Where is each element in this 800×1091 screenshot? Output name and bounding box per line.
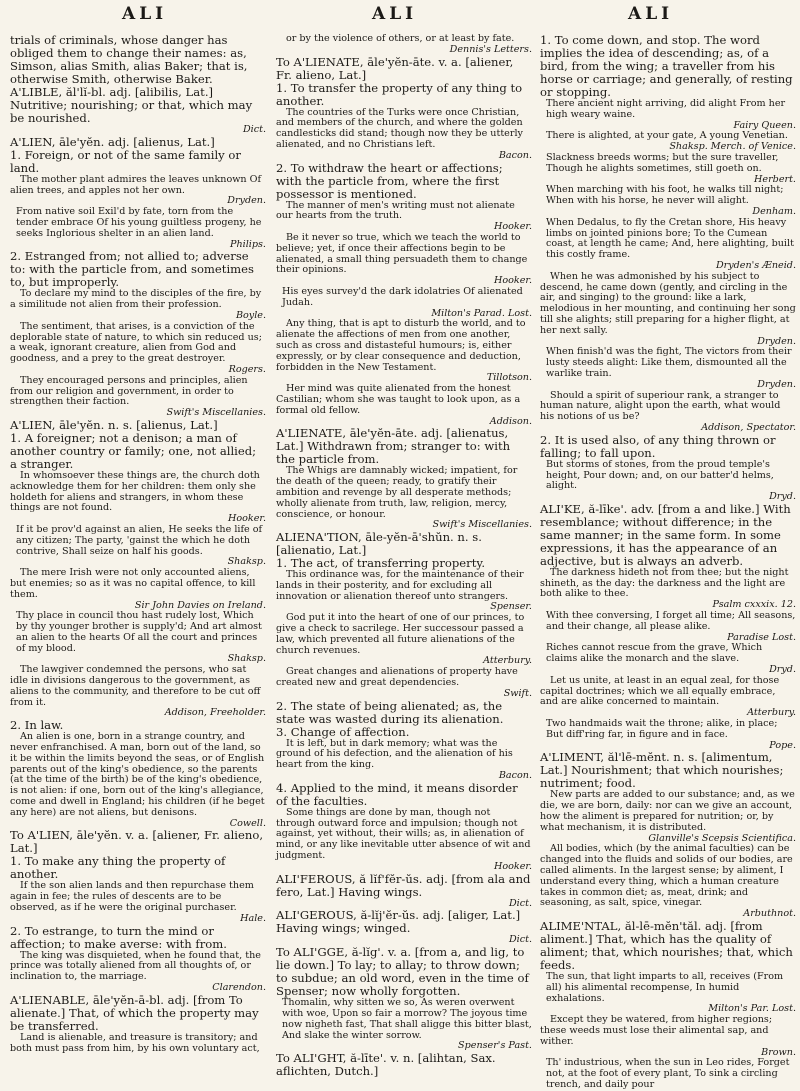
definition: ALIME'NTAL, ăl-lē-mĕn'tăl. adj. [from aliment.] That, which has the quality of aliment; that, which nourishes; that, which feeds. bbox=[540, 919, 793, 972]
verse-quotation: Two handmaids wait the throne; alike, in place; But diff'ring far, in figure and in face. bbox=[546, 718, 778, 740]
definition: 3. Change of affection. bbox=[276, 724, 410, 739]
citation: Dict. bbox=[508, 897, 532, 909]
quotation: Any thing, that is apt to disturb the world, and to alienate the affections of men from one another, such as cross and distasteful humours; is, either expressly, or by clear consequence and deduction, forbidden in the New Testament. bbox=[276, 318, 526, 373]
citation: Herbert. bbox=[754, 173, 796, 185]
quotation: Let us unite, at least in an equal zeal, for those capital doctrines; which we all equally embrace, and are alike concerned to maintain. bbox=[540, 674, 780, 708]
citation: Rogers. bbox=[228, 363, 266, 375]
citation: Swift's Miscellanies. bbox=[432, 519, 532, 531]
citation: Hooker. bbox=[494, 221, 532, 233]
verse-quotation: There ancient night arriving, did alight From her high weary waine. bbox=[546, 98, 786, 120]
definition: 1. A foreigner; not a denison; a man of another country or family; one, not allied; a stranger. bbox=[10, 430, 257, 471]
citation: Fairy Queen. bbox=[733, 119, 796, 131]
verse-quotation: When finish'd was the fight, The victors from their lusty steeds alight: Like them, dismounted all the warlike train. bbox=[546, 346, 792, 379]
quotation: The lawgiver condemned the persons, who sat idle in divisions dangerous to the government, as aliens to the community, and therefore to be cut off from it. bbox=[10, 664, 261, 708]
definition: ALI'KE, ă-līke'. adv. [from a and like.] With resemblance; without difference; in the same manner; in the same form. In some expressions, it has the appearance of an adjective, but is always an adverb. bbox=[540, 501, 791, 568]
quotation: The darkness hideth not from thee; but the night shineth, as the day: the darkness and the light are both alike to thee. bbox=[540, 566, 789, 600]
quotation: When he was admonished by his subject to descend, he came down (gently, and circling in the air, and singing) to the ground: like a lark, melodious in her mounting, and continuing her song till she alights; still preparing for a higher flight, at her next sally. bbox=[540, 270, 796, 336]
definition: 4. Applied to the mind, it means disorder of the faculties. bbox=[276, 780, 518, 808]
verse-quotation: Thy place in council thou hast rudely lost, Which by thy younger brother is supply'd; And art almost an alien to the hearts Of all the court and princes of my blood. bbox=[16, 610, 262, 654]
verse-quotation: If it be prov'd against an alien, He seeks the life of any citizen; The party, 'gainst the which he doth contrive, Shall seize on half his goods. bbox=[16, 523, 263, 557]
definition: A'LIEN, āle'yĕn. adj. [alienus, Lat.] bbox=[10, 134, 215, 149]
quotation: An alien is one, born in a strange country, and never enfranchised. A man, born out of the land, so it be within the limits beyond the seas, or of English parents out of the king's obedience, so the parents (at the time of the birth) be of the king's obedience, is not alien: if one, born out of the king's allegiance, come and dwell in England; his children (if he beget any here) are not aliens, but denisons. bbox=[10, 731, 265, 818]
citation: Dryd. bbox=[769, 664, 796, 676]
citation: Tillotson. bbox=[486, 372, 532, 384]
quotation: God put it into the heart of one of our princes, to give a check to sacrilege. Her successour passed a law, which prevented all future alienations of the church revenues. bbox=[276, 612, 525, 656]
citation: Shaksp. bbox=[227, 653, 266, 665]
header-left: ALI bbox=[122, 4, 168, 24]
citation: Addison. bbox=[489, 415, 532, 427]
citation: Dict. bbox=[508, 934, 532, 946]
citation: Dryden. bbox=[227, 195, 266, 207]
quotation: The countries of the Turks were once Christian, and members of the church, and where the golden candlesticks did stand; though now they be utterly alienated, and no Christians left. bbox=[276, 106, 523, 150]
citation: Addison, Spectator. bbox=[701, 421, 796, 433]
definition: 1. The act, of transferring property. bbox=[276, 556, 486, 571]
citation: Bacon. bbox=[498, 149, 532, 161]
quotation: The king was disquieted, when he found that, the prince was totally aliened from all thoughts of, or inclination to, the marriage. bbox=[10, 949, 261, 983]
page-header bbox=[0, 4, 800, 32]
citation: Spenser. bbox=[490, 601, 532, 613]
definition: A'LIENATE, āle'yĕn-āte. adj. [alienatus, Lat.] Withdrawn from; stranger to: with the particle from. bbox=[276, 426, 511, 467]
citation: Denham. bbox=[752, 205, 796, 217]
quotation: In whomsoever these things are, the church doth acknowledge them for her children: them only she holdeth for aliens and strangers, in whom these things are not found. bbox=[10, 469, 260, 514]
header-center: ALI bbox=[372, 4, 418, 24]
definition: 2. It is used also, of any thing thrown or falling; to fall upon. bbox=[540, 432, 776, 460]
quotation: Be it never so true, which we teach the world to believe; yet, if once their affections begin to be alienated, a small thing persuadeth them to change their opinions. bbox=[276, 231, 528, 276]
citation: Addison, Freeholder. bbox=[164, 707, 266, 719]
citation: Paradise Lost. bbox=[727, 631, 796, 643]
verse-quotation: When marching with his foot, he walks till night; When with his horse, he never will alight. bbox=[546, 184, 784, 207]
citation: Dict. bbox=[242, 124, 266, 135]
verse-quotation: Thomalin, why sitten we so, As weren overwent with woe, Upon so fair a morrow? The joyous time now nigheth fast, That shall aligge this bitter blast, And slake the winter sorrow. bbox=[282, 997, 532, 1041]
definition: 2. The state of being alienated; as, the state was wasted during its alienation. bbox=[276, 698, 504, 726]
citation: Milton's Parad. Lost. bbox=[431, 307, 532, 319]
citation: Psalm cxxxix. 12. bbox=[712, 599, 796, 611]
quotation: They encouraged persons and principles, alien from our religion and government, in order to strengthen their faction. bbox=[10, 374, 248, 408]
citation: Pope. bbox=[769, 739, 796, 751]
citation: Spenser's Past. bbox=[458, 1040, 532, 1052]
citation: Bacon. bbox=[498, 770, 532, 782]
citation: Milton's Par. Lost. bbox=[708, 1003, 796, 1015]
quotation: Her mind was quite alienated from the honest Castilian; whom she was taught to look upon, as a formal old fellow. bbox=[276, 383, 521, 416]
citation: Brown. bbox=[761, 1046, 796, 1058]
header-right: ALI bbox=[628, 4, 674, 24]
definition: A'LIMENT, ăl'lē-mĕnt. n. s. [alimentum, Lat.] Nourishment; that which nourishes; nutriment; food. bbox=[540, 750, 784, 791]
definition: A'LIBLE, ăl'lĭ-bl. adj. [alibilis, Lat.] Nutritive; nourishing; or that, which may be nourished. bbox=[10, 85, 253, 125]
verse-quotation: Th' industrious, when the sun in Leo rides, Forget not, at the foot of every plant, To sink a circling trench, and daily pour bbox=[546, 1057, 790, 1090]
quotation: It is left, but in dark memory; what was the ground of his defection, and the alienation of his heart from the king. bbox=[276, 737, 513, 771]
definition: To A'LIEN, āle'yĕn. v. a. [aliener, Fr. alieno, Lat.] bbox=[10, 828, 263, 856]
definition: 1. To make any thing the property of another. bbox=[10, 854, 226, 882]
definition: 2. In law. bbox=[10, 718, 64, 733]
citation: Hooker. bbox=[494, 275, 532, 287]
column-right bbox=[540, 33, 796, 1090]
definition: 1. To come down, and stop. The word implies the idea of descending; as, of a bird, from the wing; a traveller from his horse or carriage; and generally, of resting or stopping. bbox=[540, 33, 793, 99]
quotation: or by the violence of others, or at least by fate. bbox=[286, 33, 515, 44]
citation: Swift's Miscellanies. bbox=[166, 407, 266, 419]
verse-quotation: There is alighted, at your gate, A young Venetian. bbox=[546, 130, 788, 142]
citation: Hooker. bbox=[494, 860, 532, 872]
verse-quotation: When Dedalus, to fly the Cretan shore, His heavy limbs on jointed pinions bore; To the Cumean coast, at length he came; And, here alighting, built this costly frame. bbox=[546, 216, 794, 261]
citation: Shaksp. Merch. of Venice. bbox=[669, 141, 796, 153]
citation: Hale. bbox=[240, 912, 266, 924]
quotation: Great changes and alienations of property have created new and great dependencies. bbox=[276, 666, 518, 689]
quotation: The mother plant admires the leaves unknown Of alien trees, and apples not her own. bbox=[10, 173, 262, 196]
definition: ALI'FEROUS, ă lĭf'fĕr-ŭs. adj. [from ala and fero, Lat.] Having wings. bbox=[276, 871, 531, 899]
verse-quotation: With thee conversing, I forget all time; All seasons, and their change, all please alike. bbox=[546, 610, 796, 632]
citation: Dennis's Letters. bbox=[449, 43, 532, 55]
citation: Arbuthnot. bbox=[743, 908, 796, 920]
citation: Atterbury. bbox=[483, 655, 532, 667]
definition: 2. Estranged from; not allied to; adverse to: with the particle from, and sometimes to, but improperly. bbox=[10, 249, 254, 290]
quotation: All bodies, which (by the animal faculties) can be changed into the fluids and solids of our bodies, are called aliments. In the largest sense; by aliment, I understand every thing, which a human creature takes in common diet; as, meat, drink; and seasoning, as salt, spice, vinegar. bbox=[540, 843, 793, 909]
definition: ALIENA'TION, āle-yĕn-ā'shŭn. n. s. [alienatio, Lat.] bbox=[276, 530, 482, 558]
verse-quotation: His eyes survey'd the dark idolatries Of alienated Judah. bbox=[282, 285, 523, 308]
citation: Swift. bbox=[503, 687, 532, 699]
quotation: If the son alien lands and then repurchase them again in fee; the rules of descents are to be observed, as if he were the original purchaser. bbox=[10, 880, 254, 914]
column-middle bbox=[276, 33, 532, 1079]
citation: Atterbury. bbox=[747, 707, 796, 719]
quotation: Some things are done by man, though not through outward force and impulsion; though not against, yet without, their wills; as, in alienation of mind, or any like inevitable utter absence of wit and judgment. bbox=[276, 806, 531, 862]
quotation: New parts are added to our substance; and, as we die, we are born, daily: nor can we give an account, how the aliment is prepared for nutrition; or, by what mechanism, it is distributed. bbox=[540, 789, 795, 833]
definition: A'LIEN, āle'yĕn. n. s. [alienus, Lat.] bbox=[10, 417, 218, 432]
quotation: This ordinance was, for the maintenance of their lands in their posterity, and for excluding all innovation or alienation thereof unto strangers. bbox=[276, 569, 524, 602]
citation: Dryd. bbox=[769, 491, 796, 503]
column-left bbox=[10, 33, 266, 1054]
citation: Clarendon. bbox=[212, 982, 266, 994]
definition: 2. To estrange, to turn the mind or affection; to make averse: with from. bbox=[10, 923, 227, 951]
verse-quotation: Riches cannot rescue from the grave, Which claims alike the monarch and the slave. bbox=[546, 642, 763, 665]
definition: trials of criminals, whose danger has obliged them to change their names: as, Simson, alias Smith, alias Baker; that is, otherwise Smith, otherwise Baker. bbox=[10, 33, 248, 86]
citation: Boyle. bbox=[235, 309, 266, 321]
citation: Cowell. bbox=[229, 817, 266, 829]
definition: ALI'GEROUS, ă-lĭj'ĕr-ŭs. adj. [aliger, Lat.] Having wings; winged. bbox=[276, 908, 521, 936]
quotation: To declare my mind to the disciples of the fire, by a similitude not alien from their profession. bbox=[10, 288, 262, 311]
citation: Dryden. bbox=[757, 378, 796, 390]
quotation: The mere Irish were not only accounted aliens, but enemies; so as it was no capital offence, to kill them. bbox=[10, 567, 256, 600]
citation: Dryden's Æneid. bbox=[715, 259, 796, 271]
citation: Glanville's Scepsis Scientifica. bbox=[648, 832, 796, 844]
verse-quotation: From native soil Exil'd by fate, torn from the tender embrace Of his young guiltless progeny, he seeks Inglorious shelter in an alien land. bbox=[16, 206, 262, 239]
citation: Philips. bbox=[230, 238, 266, 250]
quotation: The sentiment, that arises, is a conviction of the deplorable state of nature, to which sin reduced us; a weak, ignorant creature, alien from God and goodness, and a prey to the great destroyer. bbox=[10, 320, 262, 365]
definition: 2. To withdraw the heart or affections; with the particle from, where the first possessor is mentioned. bbox=[276, 160, 503, 201]
verse-quotation: Slackness breeds worms; but the sure traveller, Though he alights sometimes, still goeth on. bbox=[546, 151, 779, 174]
citation: Sir John Davies on Ireland. bbox=[134, 599, 266, 611]
verse-quotation: The sun, that light imparts to all, receives (From all) his alimental recompense, In humid exhalations. bbox=[546, 971, 784, 1004]
verse-quotation: But storms of stones, from the proud temple's height, Pour down; and, on our batter'd helms, alight. bbox=[546, 458, 774, 492]
citation: Shaksp. bbox=[227, 556, 266, 568]
quotation: Land is alienable, and treasure is transitory; and both must pass from him, by his own voluntary act, bbox=[10, 1031, 260, 1054]
quotation: Should a spirit of superiour rank, a stranger to human nature, alight upon the earth, what would his notions of us be? bbox=[540, 389, 781, 423]
definition: A'LIENABLE, āle'yĕn-ā-bl. adj. [from To alienate.] That, of which the property may be transferred. bbox=[10, 992, 259, 1033]
definition: To ALI'GHT, ă-līte'. v. n. [alihtan, Sax. aflichten, Dutch.] bbox=[276, 1051, 496, 1079]
quotation: The Whigs are damnably wicked; impatient, for the death of the queen; ready, to gratify their ambition and revenge by all desperate methods; wholly alienate from truth, law, religion, mercy, conscience, or honour. bbox=[276, 465, 518, 520]
definition: 1. Foreign, or not of the same family or land. bbox=[10, 147, 241, 175]
definition: To A'LIENATE, āle'yĕn-āte. v. a. [aliener, Fr. alieno, Lat.] bbox=[276, 54, 514, 82]
citation: Dryden. bbox=[757, 335, 796, 347]
quotation: The manner of men's writing must not alienate our hearts from the truth. bbox=[276, 199, 515, 222]
citation: Hooker. bbox=[228, 513, 266, 525]
definition: 1. To transfer the property of any thing to another. bbox=[276, 80, 523, 108]
definition: To ALI'GGE, ă-lĭg'. v. a. [from a, and lig, to lie down.] To lay; to allay; to throw down; to subdue; an old word, even in the time of Spenser; now wholly forgotten. bbox=[276, 945, 529, 999]
quotation: Except they be watered, from higher regions; these weeds must lose their alimental sap, and wither. bbox=[540, 1014, 773, 1047]
